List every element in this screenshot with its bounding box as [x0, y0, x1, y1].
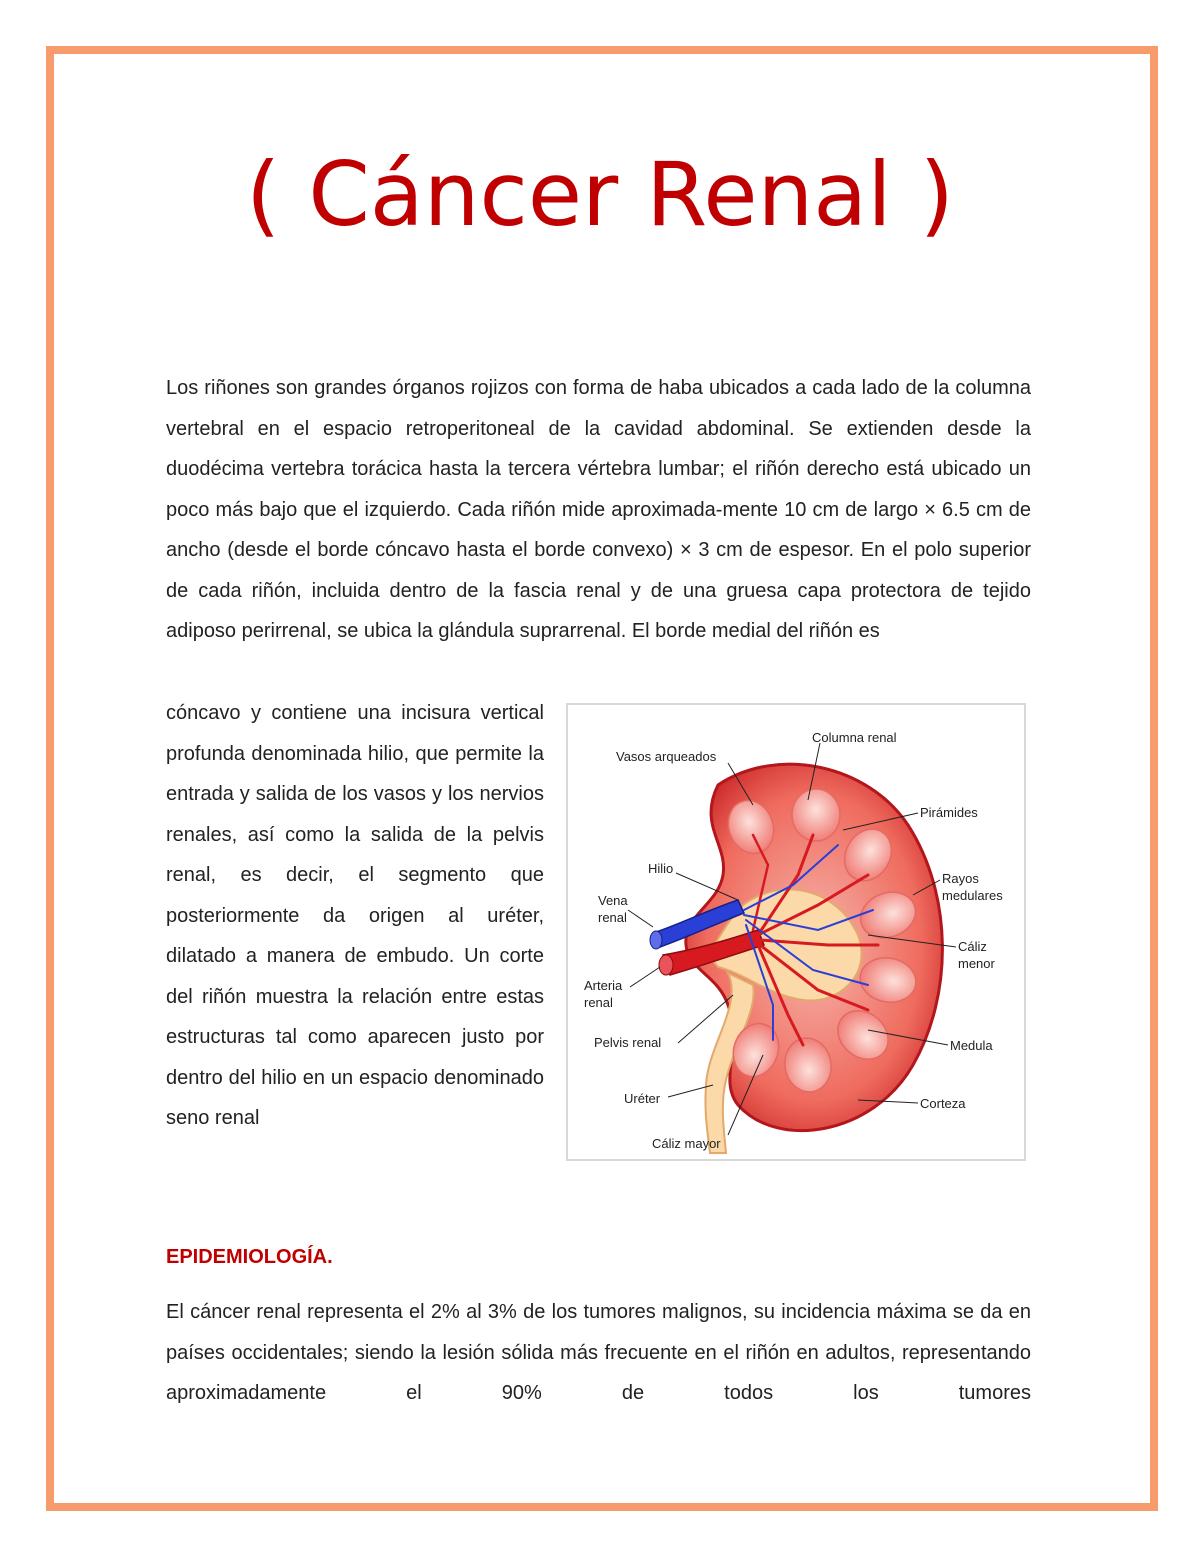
- label-medulares: medulares: [942, 888, 1003, 903]
- label-vena-renal: renal: [598, 910, 627, 925]
- label-menor: menor: [958, 956, 995, 971]
- label-ureter: Uréter: [624, 1091, 661, 1106]
- label-pelvis-renal: Pelvis renal: [594, 1035, 662, 1050]
- page-title: ( Cáncer Renal ): [246, 143, 954, 246]
- label-caliz: Cáliz: [958, 939, 987, 954]
- label-rayos: Rayos: [942, 871, 979, 886]
- label-medula: Medula: [950, 1038, 993, 1053]
- label-corteza: Corteza: [920, 1096, 966, 1111]
- kidney-diagram: [566, 703, 1026, 1161]
- wrap-paragraph: cóncavo y contiene una incisura vertical profunda denominada hilio, que permite la entrada y salida de los vasos y los nervios renales, así como la salida de la pelvis renal, es decir, el segmento que posteriormente da origen al uréter, dilatado a manera de embudo. Un corte del riñón muestra la relación entre estas estructuras tal como aparecen justo por dentro del hilio en un espacio denominado seno renal: [166, 702, 544, 1129]
- kidney-illustration: [568, 705, 1024, 1159]
- epidemiology-paragraph: El cáncer renal representa el 2% al 3% de los tumores malignos, su incidencia máxima se da en países occidentales; siendo la lesión sólida más frecuente en el riñón en adultos, representando aproximadamente el 90% de todos los tumores: [166, 1301, 1031, 1404]
- label-piramides: Pirámides: [920, 805, 978, 820]
- label-vena: Vena: [598, 893, 628, 908]
- label-hilio: Hilio: [648, 861, 674, 876]
- label-columna-renal: Columna renal: [812, 730, 897, 745]
- label-arteria: Arteria: [584, 978, 623, 993]
- section-heading-epidemiologia: EPIDEMIOLOGÍA.: [166, 1246, 333, 1268]
- label-arteria-renal: renal: [584, 995, 613, 1010]
- intro-paragraph: Los riñones son grandes órganos rojizos con forma de haba ubicados a cada lado de la columna vertebral en el espacio retroperitoneal de la cavidad abdominal. Se extienden desde la duodécima vertebra torácica hasta la tercera vértebra lumbar; el riñón derecho está ubicado un poco más bajo que el izquierdo. Cada riñón mide aproximada-mente 10 cm de largo × 6.5 cm de ancho (desde el borde cóncavo hasta el borde convexo) × 3 cm de espesor. En el polo superior de cada riñón, incluida dentro de la fascia renal y de una gruesa capa protectora de tejido adiposo perirrenal, se ubica la glándula suprarrenal. El borde medial del riñón es: [166, 377, 1031, 642]
- label-caliz-mayor: Cáliz mayor: [652, 1136, 721, 1151]
- label-vasos-arqueados: Vasos arqueados: [616, 749, 717, 764]
